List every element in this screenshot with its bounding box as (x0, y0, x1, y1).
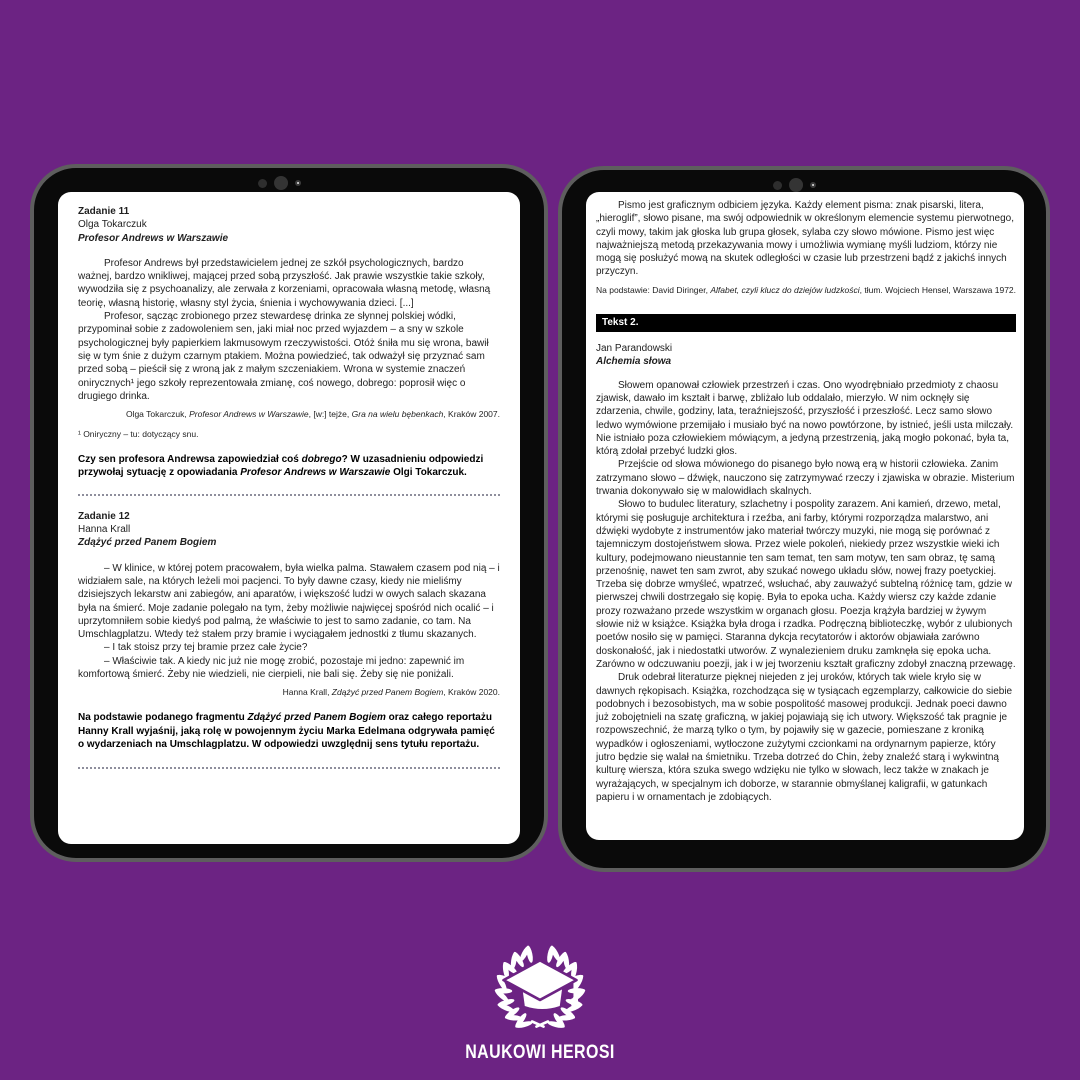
exam-page-2 (586, 192, 1024, 804)
speaker-dot-icon (789, 178, 803, 192)
right-tablet-screen (586, 192, 1024, 840)
task11-paragraph: Profesor Andrews był przedstawicielem jednej ze szkół psychologicznych, bardzo ważnej, bardzo wnikliwej, mającej przed sobą przyszłość. Jak prawie wszystkie takie szkoły, wywodziła się z psychoanalizy, ale zerwała z korzeniami, opracowała własną metodę, własną teorię, własną historię, własny styl życia, śnienia i wychowywania dzieci. [...] (78, 257, 491, 309)
task11-citation: Olga Tokarczuk, Profesor Andrews w Warszawie, [w:] tejże, Gra na wielu bębenkach, Kraków 2007. (125, 409, 500, 420)
task12-paragraph: – I tak stoisz przy tej bramie przez całe życie? (104, 642, 308, 654)
task11-author: Olga Tokarczuk (78, 219, 147, 231)
task12-author: Hanna Krall (78, 524, 131, 536)
dotted-divider (78, 494, 500, 496)
task12-question: Na podstawie podanego fragmentu Zdążyć przed Panem Bogiem oraz całego reportażu Hanny Krall wyjaśnij, jaką rolę w powojennym życiu Marka Edelmana odgrywała pamięć o wydarzeniach na Umschlagplatzu. W odpowiedzi uwzględnij sens tytułu reportażu. (78, 712, 495, 750)
text2-author: Jan Parandowski (596, 343, 673, 355)
text2-paragraph: Słowo to budulec literatury, szlachetny i pospolity zarazem. Ani kamień, drzewo, metal, którymi się posługuje architektura i rzeźba, ani farby, którymi rozporządza malarstwo, ani dźwięki wydobyte z instrumentów jako materiał twórczy muzyki, nie mogą się porównać z tajemniczym dostojeństwem słowa. Przez wiele pokoleń, niekiedy przez wszystkie wieki ich kultury, podejmowano nieustannie ten sam temat, ten sam motyw, ten sam obraz, tę samą przenośnię, nawet ten sam zwrot, aby szukać nowego układu słów, nowej frazy poetyckiej. Trzeba się dobrze wmyśleć, wpatrzeć, wsłuchać, aby zauważyć subtelną różnicę tam, gdzie w pierwszej chwili dostrzegało się kopię. Była to epoka ucha. Każdy wiersz czy każde zdanie prozy rozważano przede wszystkim w organach głosu. Poezja krążyła bardziej w żywym słowie niż w książce. Książka była droga i rzadka. Podręczną biblioteczkę, wybór z ulubionych poetów nosiło się w pamięci. Staranna dykcja recytatorów i aktorów objawiała zarówno doskonałość, jak i niedostatki utworów. Z wynalezieniem druku zamknęła się epoka ucha. Zarówno w odczuwaniu poezji, jak i w jej tworzeniu kształt graficzny zdobył znaczną przewagę. (596, 499, 1016, 670)
text2-paragraph: Druk odebrał literaturze pięknej niejeden z jej uroków, których tak wiele kryło się w dawnych rękopisach. Książka, rozchodząca się w tysiącach egzemplarzy, całkowicie do siebie podobnych i bezosobistych, ma w sobie pospolitość masowej produkcji. Jednak poeci dawno już zobojętnieli na szatę graficzną, w jakiej pojawiają się ich utwory. Większość tak pragnie je rozpowszechnić, że marzą tylko o tym, by pojawiły się w gazecie, pomieszane z kroniką wypadków i ogłoszeniami, wytłoczone zużytymi czcionkami na ordynarnym papierze, który jutro będzie się walał na śmietniku. Trzeba dotrzeć do Chin, żeby znaleźć starą i wykwintną kulturę wiersza, która szuka swego wdzięku nie tylko w słowach, lecz także w znakach je wyrażających, w specjalnym ich doborze, w starannie obmyślanej kaligrafii, w gatunkach papieru i w ornamentach je zdobiących. (596, 672, 1013, 803)
intro-paragraph: Pismo jest graficznym odbiciem języka. Każdy element pisma: znak pisarski, litera, „hieroglif”, słowo pisane, ma swój odpowiednik w określonym elemencie systemu pierwotnego, czyli mowy, takim jak głoska lub grupa głosek, sylaba czy słowo mówione. Pismo jest więc najważniejszą metodą przekazywania mowy i umożliwia wymianę myśli ludziom, którzy nie mogą się posłużyć mową na skutek odległości w czasie lub przestrzeni bądź z jakichś innych przyczyn. (596, 200, 1014, 278)
logo-text: NAUKOWI HEROSI (465, 1042, 615, 1063)
sensor-dot-icon (773, 181, 782, 190)
text2-header (596, 342, 1016, 369)
camera-array (773, 177, 816, 193)
task11-paragraph: Profesor, sącząc zrobionego przez stewardesę drinka ze słynnej polskiej wódki, przypominał sobie z zadowoleniem sen, jaki miał noc przed wyjazdem – a sny w szkole psychologicznej były papierkiem lakmusowym rzeczywistości. Otóż śniła mu się wrona, bawił się w tym śnie z dużym czarnym ptakiem. Można powiedzieć, tak odważył się przyznać sam przed sobą – pieścił się z wroną jak z małym szczeniakiem. Wrona w systemie znaczeń onirycznych¹ jego szkoły reprezentowała zmianę, coś nowego, dobrego: poprosił więc o drugiego drinka. (78, 311, 489, 402)
text2-paragraph: Przejście od słowa mówionego do pisanego było nową erą w historii człowieka. Zanim zatrzymano słowo – dźwięk, nauczono się zatrzymywać rzeczy i zjawiska w obrazie. Misterium trwania dokonywało się w malowidłach skalnych. (596, 459, 1015, 498)
task12-citation: Hanna Krall, Zdążyć przed Panem Bogiem, Kraków 2020. (282, 687, 500, 698)
text2-title: Alchemia słowa (596, 356, 672, 368)
camera-icon (810, 182, 816, 188)
laurel-wreath-icon (483, 942, 597, 1035)
task12-paragraph: – Właściwie tak. A kiedy nic już nie mogę zrobić, pozostaje mi jedno: zapewnić im komfortową śmierć. Żeby nie wiedzieli, nie cierpieli, nie bali się. Żeby się nie poniżali. (78, 655, 465, 681)
text2-section-bar: Tekst 2. (596, 314, 1016, 332)
right-tablet (558, 166, 1050, 872)
task12-paragraph: – W klinice, w której potem pracowałem, była wielka palma. Stawałem czasem pod nią – i widziałem sale, na których leżeli moi pacjenci. To były dawne czasy, kiedy nie mieliśmy dzisiejszych lekarstw ani zabiegów, ani aparatów, i większość ludzi w owych salach skazana była na śmierć. Moje zadanie polegało na tym, żeby możliwie najwięcej spośród nich ocalić – i uprzytomniłem sobie kiedyś pod palmą, że właściwie to jest to samo zadanie, co tam. Na Umschlagplatzu. Wtedy też stałem przy bramie i wyciągałem jednostki z tłumu skazanych. (78, 562, 500, 641)
task11-question: Czy sen profesora Andrewsa zapowiedział coś dobrego? W uzasadnieniu odpowiedzi przywołaj sytuację z opowiadania Profesor Andrews w Warszawie Olgi Tokarczuk. (78, 454, 484, 479)
task11-title: Profesor Andrews w Warszawie (78, 232, 229, 244)
task12-header (78, 510, 500, 550)
left-tablet-screen (58, 192, 520, 844)
task12-heading: Zadanie 12 (78, 510, 130, 522)
exam-page-1 (58, 192, 520, 769)
text2-paragraph: Słowem opanował człowiek przestrzeń i czas. Ono wyodrębniało przedmioty z chaosu zjawisk, dawało im kształt i barwę, zbliżało lub oddalało, mierzyło. W nim ocknęły się zdarzenia, chwile, godziny, lata, teraźniejszość, przyszłość i przeszłość. Lecz samo słowo ledwo wymówione przemijało i musiało być na nowo powtórzone, by istnieć, jeśli usta milczały. Nie istniało poza człowiekiem mówiącym, a jedyną przestrzenią, jaką mogło pokonać, była ta, którą zdołał przebyć ludzki głos. (596, 379, 1014, 458)
naukowi-herosi-logo (0, 942, 1080, 1064)
task11-heading: Zadanie 11 (78, 206, 130, 217)
intro-citation: Na podstawie: David Diringer, Alfabet, czyli klucz do dziejów ludzkości, tłum. Wojciech Hensel, Warszawa 1972. (596, 284, 1017, 295)
camera-icon (295, 180, 301, 186)
dotted-divider (78, 767, 500, 769)
task11-header (78, 205, 500, 245)
speaker-dot-icon (274, 176, 288, 190)
left-tablet (30, 164, 548, 862)
task11-footnote: ¹ Oniryczny – tu: dotyczący snu. (78, 429, 199, 440)
sensor-dot-icon (258, 179, 267, 188)
task12-title: Zdążyć przed Panem Bogiem (78, 537, 217, 549)
camera-array (258, 175, 301, 191)
